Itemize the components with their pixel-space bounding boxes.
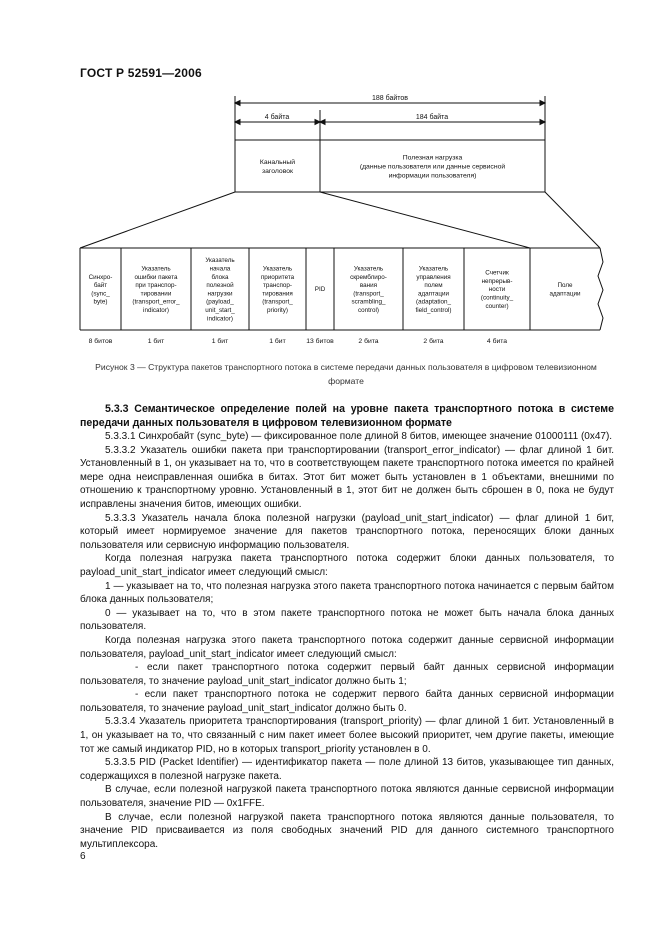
payload-label: информации пользователя) xyxy=(388,172,477,180)
field-label: scrambling_ xyxy=(351,298,386,306)
paragraph: 5.3.3.3 Указатель начала блока полезной нагрузки (payload_unit_start_indicator) — флаг длиной 1 бит, который имеет нормируемое значение для пакетов транспортного потока, переносящих блоки данных пользователя или сервисную информацию пользователя. xyxy=(80,512,614,551)
field-bits-label: 8 битов xyxy=(88,338,113,345)
field-bit-widths xyxy=(89,337,508,345)
field-label: byte) xyxy=(93,298,108,306)
field-label: (payload_ xyxy=(206,298,234,306)
paragraph: 1 — указывает на то, что полезная нагрузка этого пакета транспортного потока начинается с первым байтом блока данных пользователя; xyxy=(80,580,614,606)
paragraph: 0 — указывает на то, что в этом пакете транспортного потока не может быть начала блока данных пользователя. xyxy=(80,607,614,633)
field-bits-label: 1 бит xyxy=(211,338,229,345)
field-label: байт xyxy=(93,282,108,290)
field-bits-label: 4 бита xyxy=(486,338,508,345)
list-item: - если пакет транспортного потока не содержит первого байта данных сервисной информации пользователя, то значение payload_unit_start_indicator должно быть 0. xyxy=(80,689,614,714)
field-label: вания xyxy=(359,282,378,290)
paragraph: В случае, если полезной нагрузкой пакета транспортного потока являются данные пользователя, то значение PID присваивается из поля свободных значений PID для данного системного транспортного мультиплексора. xyxy=(80,811,614,850)
channel-header-label: заголовок xyxy=(262,167,293,175)
field-bits-label: 13 битов xyxy=(306,338,334,345)
ts-packet-structure-figure xyxy=(0,0,661,360)
field-label: (continuity_ xyxy=(480,294,514,302)
field-label: нагрузки xyxy=(207,290,233,298)
payload-label: (данные пользователя или данные сервисной xyxy=(359,163,506,171)
paragraph: 5.3.3.4 Указатель приоритета транспортирования (transport_priority) — флаг длиной 1 бит. Установленный в 1, он указывает на то, что связанный с ним пакет имеет более высокий приоритет, чем другие пакеты, имеющие тот же самый индикатор PID, но в которых transport_priority установлен в 0. xyxy=(80,716,614,755)
field-label: Указатель xyxy=(205,257,235,265)
field-label: Указатель xyxy=(353,265,384,273)
field-label: (transport_ xyxy=(353,290,384,298)
field-label: блока xyxy=(211,273,229,281)
field-label: unit_start_ xyxy=(205,306,235,314)
paragraph: Когда полезная нагрузка этого пакета транспортного потока содержит данные сервисной информации пользователя, payload_unit_start_indicator имеет следующий смысл: xyxy=(80,634,614,660)
payload-block xyxy=(360,154,506,179)
paragraph: Когда полезная нагрузка пакета транспортного потока содержит блоки данных пользователя, то payload_unit_start_indicator имеет следующий смысл: xyxy=(80,553,614,578)
field-label: indicator) xyxy=(143,306,169,314)
field-label: при транспор- xyxy=(135,282,177,290)
field-label: полезной xyxy=(206,282,234,290)
paragraph: В случае, если полезной нагрузкой пакета транспортного потока являются данные сервисной информации пользователя, значение PID — 0x1FFE. xyxy=(80,784,614,810)
field-label: управления xyxy=(416,273,451,281)
field-label: Указатель xyxy=(418,265,449,273)
ts-header-fields xyxy=(89,257,581,322)
field-label: Указатель xyxy=(262,265,293,273)
field-label: Синхро- xyxy=(88,273,113,281)
field-bits-label: 2 бита xyxy=(423,338,444,345)
field-bits-label: 1 бит xyxy=(269,338,286,345)
field-label: адаптации xyxy=(549,290,581,298)
field-label: counter) xyxy=(485,302,509,310)
list-item: - если пакет транспортного потока содержит первый байт данных сервисной информации пользователя, то значение payload_unit_start_indicator должно быть 1; xyxy=(80,662,614,687)
paragraph: 5.3.3.1 Синхробайт (sync_byte) — фиксированное поле длиной 8 битов, имеющее значение 01000111 (0x47). xyxy=(105,431,613,442)
paragraph: 5.3.3.5 PID (Packet Identifier) — идентификатор пакета — поле длиной 13 битов, указывающее тип данных, содержащихся в полезной нагрузке пакета. xyxy=(80,757,614,782)
field-label: тирования xyxy=(262,290,293,298)
field-label: ошибки пакета xyxy=(134,273,178,281)
field-label: тировании xyxy=(140,290,172,298)
section-body xyxy=(80,402,614,851)
field-label: ности xyxy=(488,286,506,294)
field-label: полем xyxy=(424,282,443,290)
header-bytes-label: 4 байта xyxy=(264,114,290,121)
field-label: priority) xyxy=(267,306,288,314)
field-label: скремблиро- xyxy=(350,273,387,281)
field-label: (transport_ xyxy=(262,298,293,306)
field-label: начала xyxy=(209,265,231,273)
document-header: ГОСТ Р 52591—2006 xyxy=(80,66,202,80)
paragraph: 5.3.3.2 Указатель ошибки пакета при транспортировании (transport_error_indicator) — флаг длиной 1 бит. Установленный в 1, он указывает на то, что в соответствующем пакете транспортного потока имеется по крайней мере одна неисправленная ошибка в битах. Этот бит может быть установлен в 1 объектами, внешними по отношению к транспортному уровню. Установленный в 1, этот бит не должен быть сброшен в 0, пока не будут исправлены значения битов, имеющих ошибки. xyxy=(80,444,614,510)
field-label: (sync_ xyxy=(91,290,110,298)
field-label: адаптации xyxy=(417,290,450,298)
field-label: транспор- xyxy=(262,282,293,290)
field-label: Указатель xyxy=(141,265,171,273)
field-label: непрерыв- xyxy=(481,277,513,285)
field-label: Счетчик xyxy=(485,269,509,277)
field-label: (adaptation_ xyxy=(415,298,452,306)
payload-label: Полезная нагрузка xyxy=(402,154,463,162)
field-bits-label: 2 бита xyxy=(358,338,379,345)
field-label: indicator) xyxy=(207,315,233,323)
page-number: 6 xyxy=(80,851,86,862)
payload-bytes-label: 184 байта xyxy=(415,114,449,121)
figure-caption: Рисунок 3 — Структура пакетов транспортного потока в системе передачи данных пользователя в цифровом телевизионном формате xyxy=(95,362,597,386)
field-label: control) xyxy=(358,306,379,314)
channel-header-label: Канальный xyxy=(259,158,296,166)
field-label: Поле xyxy=(557,282,573,290)
total-bytes-label: 188 байтов xyxy=(371,95,409,102)
field-label: field_control) xyxy=(415,306,452,314)
field-label: приоритета xyxy=(260,273,295,281)
field-label: (transport_error_ xyxy=(132,298,180,306)
field-label: PID xyxy=(314,286,326,294)
field-bits-label: 1 бит xyxy=(147,338,165,345)
section-heading: 5.3.3 Семантическое определение полей на уровне пакета транспортного потока в системе передачи данных пользователя в цифровом телевизионном формате xyxy=(80,403,614,429)
channel-header-block xyxy=(260,158,295,175)
